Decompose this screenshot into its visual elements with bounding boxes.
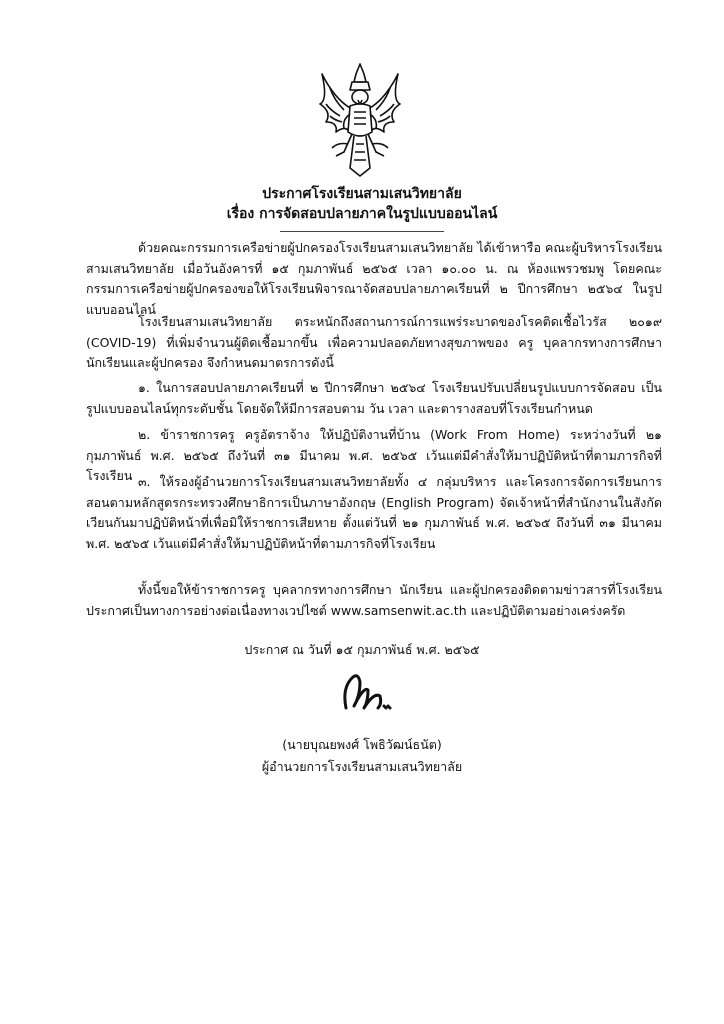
signer-title: ผู้อำนวยการโรงเรียนสามเสนวิทยาลัย: [261, 759, 463, 774]
measure-item-1: ๑. ในการสอบปลายภาคเรียนที่ ๒ ปีการศึกษา ๒๕๖๔ โรงเรียนปรับเปลี่ยนรูปแบบการจัดสอบ เป็นรูปแบบออนไลน์ทุกระดับชั้น โดยจัดให้มีการสอบตาม วัน เวลา และตารางสอบที่โรงเรียนกำหนด: [86, 380, 662, 416]
signature-icon: [338, 668, 398, 716]
paragraph-background: ด้วยคณะกรรมการเครือข่ายผู้ปกครองโรงเรียนสามเสนวิทยาลัย ได้เข้าหารือ คณะผู้บริหารโรงเรียนสามเสนวิทยาลัย เมื่อวันอังคารที่ ๑๕ กุมภาพันธ์ ๒๕๖๕ เวลา ๑๐.๐๐ น. ณ ห้องแพรวชมพู โดยคณะกรรมการเครือข่ายผู้ปกครองขอให้โรงเรียนพิจารณาจัดสอบปลายภาคเรียนที่ ๒ ปีการศึกษา ๒๕๖๔ ในรูปแบบออนไลน์: [86, 240, 662, 317]
paragraph-covid-measures: โรงเรียนสามเสนวิทยาลัย ตระหนักถึงสถานการณ์การแพร่ระบาดของโรคติดเชื้อไวรัส ๒๐๑๙ (COVID-19) ที่เพิ่มจำนวนผู้ติดเชื้อมากขึ้น เพื่อความปลอดภัยทางสุขภาพของ ครู บุคลากรทางการศึกษา นักเรียนและผู้ปกครอง จึงกำหนดมาตรการดังนี้: [86, 314, 662, 370]
title-divider: [280, 231, 444, 232]
paragraph-closing: ทั้งนี้ขอให้ข้าราชการครู บุคลากรทางการศึกษา นักเรียน และผู้ปกครองติดตามข่าวสารที่โรงเรียนประกาศเป็นทางการอย่างต่อเนื่องทางเวปไซต์ www.samsenwit.ac.th และปฏิบัติตามอย่างเคร่งครัด: [86, 582, 662, 618]
garuda-emblem-icon: [314, 60, 406, 178]
signer-name: (นายบุณยพงศ์ โพธิวัฒน์ธนัต): [282, 737, 442, 752]
announcement-subject: เรื่อง การจัดสอบปลายภาคในรูปแบบออนไลน์: [226, 206, 498, 222]
measure-item-3: ๓. ให้รองผู้อำนวยการโรงเรียนสามเสนวิทยาลัยทั้ง ๔ กลุ่มบริหาร และโครงการจัดการเรียนการสอนตามหลักสูตรกระทรวงศึกษาธิการเป็นภาษาอังกฤษ (English Program) จัดเจ้าหน้าที่สำนักงานในสังกัดเวียนกันมาปฏิบัติหน้าที่เพื่อมิให้ราชการเสียหาย ตั้งแต่วันที่ ๒๑ กุมภาพันธ์ พ.ศ. ๒๕๖๕ ถึงวันที่ ๓๑ มีนาคม พ.ศ. ๒๕๖๕ เว้นแต่มีคำสั่งให้มาปฏิบัติหน้าที่ตามภารกิจที่โรงเรียน: [86, 474, 662, 551]
announcement-date: ประกาศ ณ วันที่ ๑๕ กุมภาพันธ์ พ.ศ. ๒๕๖๕: [244, 642, 480, 657]
announcement-title: ประกาศโรงเรียนสามเสนวิทยาลัย: [262, 186, 462, 202]
measure-item-2: ๒. ข้าราชการครู ครูอัตราจ้าง ให้ปฏิบัติงานที่บ้าน (Work From Home) ระหว่างวันที่ ๒๑ กุมภาพันธ์ พ.ศ. ๒๕๖๕ ถึงวันที่ ๓๑ มีนาคม พ.ศ. ๒๕๖๕ เว้นแต่มีคำสั่งให้มาปฏิบัติหน้าที่ตามภารกิจที่โรงเรียน: [86, 427, 662, 483]
